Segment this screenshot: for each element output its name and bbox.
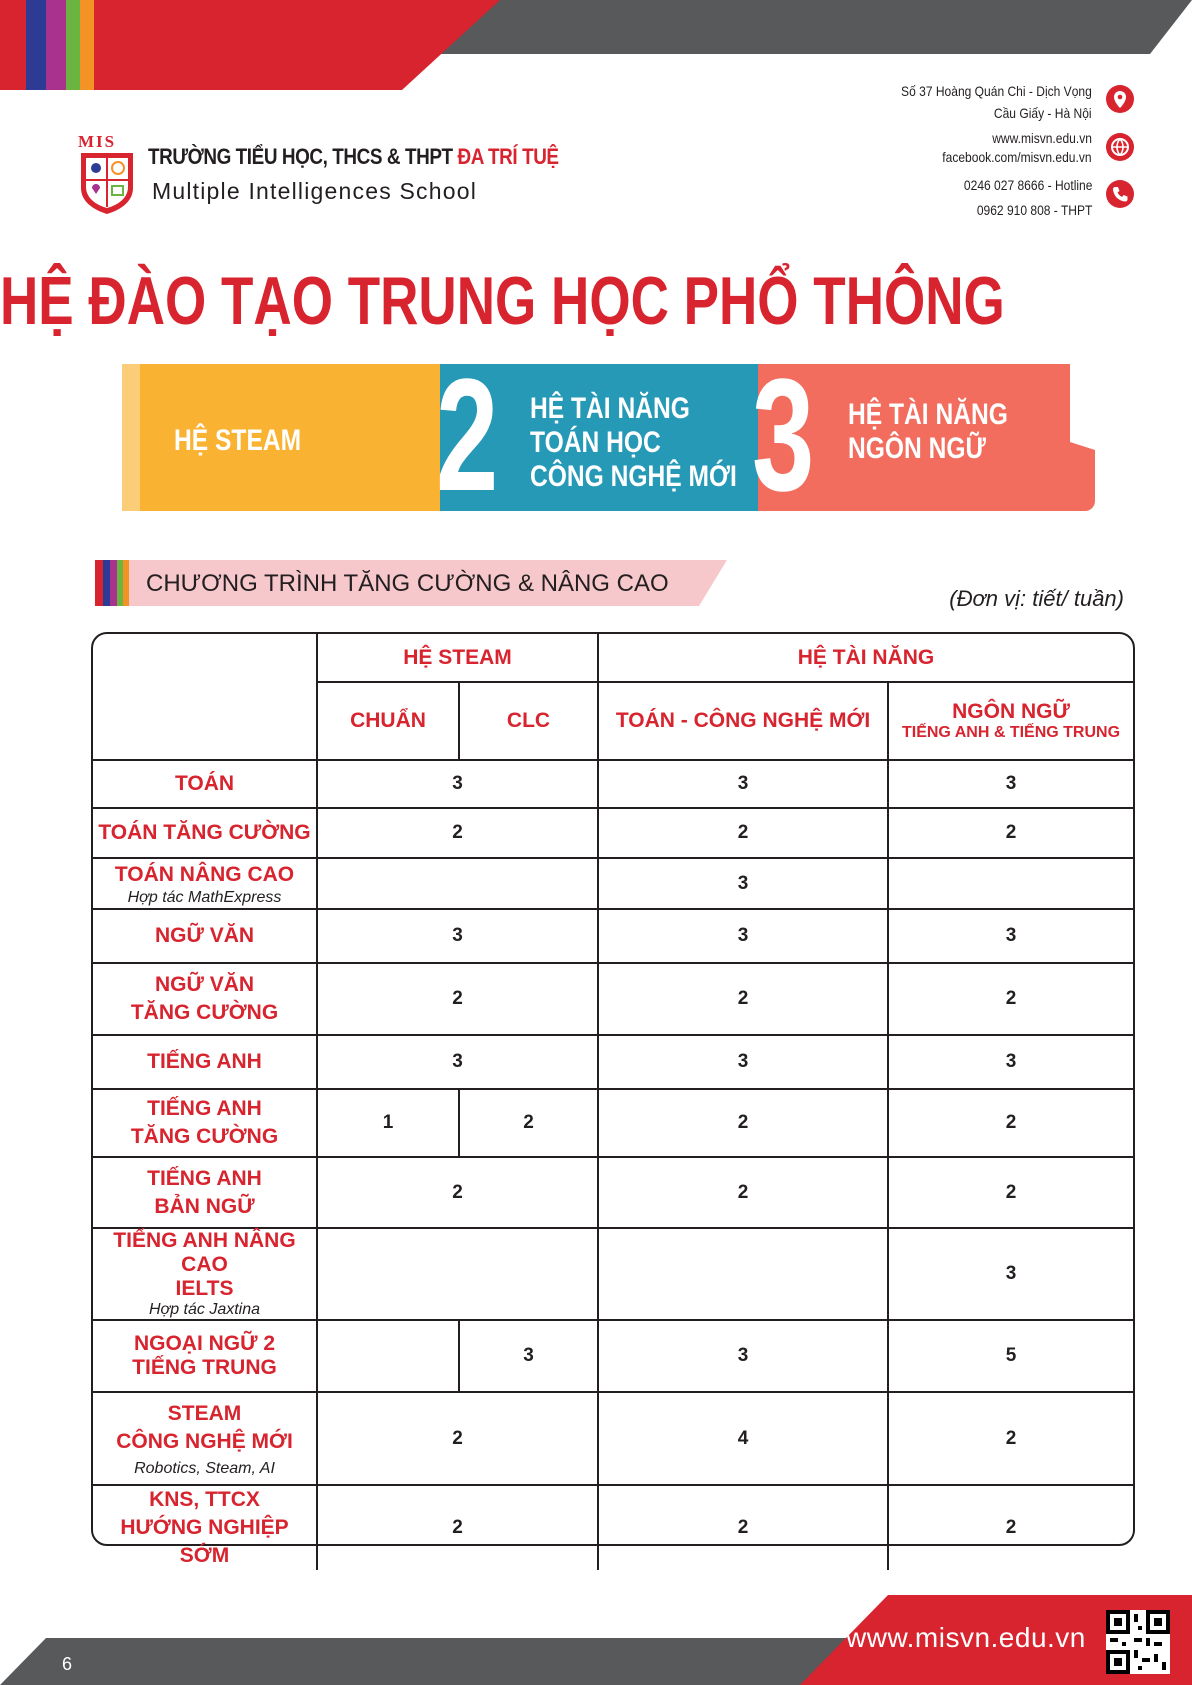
value-chuan: 1 <box>317 1089 459 1157</box>
header-he-steam: HỆ STEAM <box>317 634 598 682</box>
subject-cell: KNS, TTCX HƯỚNG NGHIỆP SỚM <box>93 1485 317 1570</box>
table-row <box>93 1320 1133 1392</box>
footer-url[interactable]: www.misvn.edu.vn <box>846 1622 1086 1653</box>
program-3-number: 3 <box>752 345 815 524</box>
location-pin-icon <box>1106 85 1134 113</box>
header-stripe-orange <box>80 0 94 90</box>
facebook-text[interactable]: facebook.com/misvn.edu.vn <box>942 149 1092 165</box>
value-ngon-ngu: 5 <box>888 1320 1133 1392</box>
value-toan: 2 <box>598 1485 888 1570</box>
value-chuan <box>317 1320 459 1392</box>
table-row <box>93 1228 1133 1320</box>
value-clc: 3 <box>459 1320 598 1392</box>
value-steam: 2 <box>317 1485 598 1570</box>
globe-icon <box>1106 133 1134 161</box>
table-row <box>93 1392 1133 1485</box>
table-row <box>93 1035 1133 1089</box>
section-stripe-orange <box>123 560 129 606</box>
table-row <box>93 808 1133 858</box>
value-steam: 3 <box>317 909 598 963</box>
table-corner-cell <box>93 634 317 760</box>
value-ngon-ngu: 2 <box>888 1485 1133 1570</box>
value-steam: 3 <box>317 760 598 808</box>
value-toan: 3 <box>598 858 888 909</box>
value-ngon-ngu: 2 <box>888 808 1133 858</box>
value-ngon-ngu: 3 <box>888 760 1133 808</box>
table-row <box>93 1089 1133 1157</box>
thpt-phone-text: 0962 910 808 - THPT <box>976 202 1092 218</box>
header-stripe-green <box>66 0 80 90</box>
header-chuan: CHUẨN <box>317 682 459 760</box>
program-2-label-line-1: HỆ TÀI NĂNG <box>530 392 690 425</box>
value-toan: 2 <box>598 963 888 1035</box>
school-name-en: Multiple Intelligences School <box>152 178 478 204</box>
header-gray-band <box>380 0 1192 54</box>
subject-cell: TIẾNG ANH <box>93 1035 317 1089</box>
logo-text: MIS <box>78 132 117 151</box>
value-ngon-ngu: 2 <box>888 1157 1133 1228</box>
subject-note: Hợp tác MathExpress <box>127 888 282 906</box>
table-row <box>93 760 1133 808</box>
subject-cell: TIẾNG ANH BẢN NGỮ <box>93 1157 317 1228</box>
subject-cell: TOÁN TĂNG CƯỜNG <box>93 808 317 858</box>
header-stripe-blue <box>26 0 46 90</box>
program-3-label-line-1: HỆ TÀI NĂNG <box>848 398 1008 431</box>
value-ngon-ngu: 2 <box>888 1392 1133 1485</box>
value-ngon-ngu: 2 <box>888 1089 1133 1157</box>
subject-cell: STEAM CÔNG NGHỆ MỚI Robotics, Steam, AI <box>93 1392 317 1485</box>
section-stripe-red <box>95 560 103 606</box>
header-he-tai-nang: HỆ TÀI NĂNG <box>598 634 1133 682</box>
qr-code-icon <box>1106 1610 1170 1674</box>
subject-note: Hợp tác Jaxtina <box>148 1301 261 1318</box>
program-2-number: 2 <box>436 345 499 524</box>
value-clc: 2 <box>459 1089 598 1157</box>
website-text[interactable]: www.misvn.edu.vn <box>992 130 1092 146</box>
value-ngon-ngu <box>888 858 1133 909</box>
subject-cell: TIẾNG ANH NÂNG CAO IELTS Hợp tác Jaxtina <box>93 1228 317 1320</box>
curriculum-table <box>91 632 1135 1567</box>
subject-cell: NGỮ VĂN <box>93 909 317 963</box>
address-line-1: Số 37 Hoàng Quán Chi - Dịch Vọng <box>901 83 1092 99</box>
subject-cell: NGOẠI NGỮ 2 TIẾNG TRUNG <box>93 1320 317 1392</box>
program-3-label-line-2: NGÔN NGỮ <box>848 432 986 465</box>
program-1-digit-mark <box>122 364 140 511</box>
program-1-label: HỆ STEAM <box>174 424 302 457</box>
page-title: HỆ ĐÀO TẠO TRUNG HỌC PHỔ THÔNG <box>0 263 1005 339</box>
value-ngon-ngu: 3 <box>888 1228 1133 1320</box>
value-steam: 2 <box>317 1392 598 1485</box>
value-toan: 2 <box>598 1157 888 1228</box>
table-row <box>93 963 1133 1035</box>
value-toan: 3 <box>598 909 888 963</box>
subject-cell: TIẾNG ANH TĂNG CƯỜNG <box>93 1089 317 1157</box>
unit-note: (Đơn vị: tiết/ tuần) <box>949 586 1124 611</box>
table-row <box>93 858 1133 909</box>
value-ngon-ngu: 2 <box>888 963 1133 1035</box>
hotline-text: 0246 027 8666 - Hotline <box>963 177 1092 193</box>
page-number: 6 <box>62 1654 73 1674</box>
value-steam: 2 <box>317 963 598 1035</box>
value-steam <box>317 858 598 909</box>
value-toan <box>598 1228 888 1320</box>
program-2-label-line-2: TOÁN HỌC <box>530 426 661 459</box>
section-title: CHƯƠNG TRÌNH TĂNG CƯỜNG & NÂNG CAO <box>146 570 669 597</box>
subject-cell: NGỮ VĂN TĂNG CƯỜNG <box>93 963 317 1035</box>
subject-cell: TOÁN <box>93 760 317 808</box>
value-ngon-ngu: 3 <box>888 909 1133 963</box>
value-toan: 3 <box>598 1320 888 1392</box>
value-toan: 3 <box>598 760 888 808</box>
subject-note: Robotics, Steam, AI <box>134 1459 275 1477</box>
school-shield-icon <box>78 150 136 216</box>
value-toan: 3 <box>598 1035 888 1089</box>
program-2-label-line-3: CÔNG NGHỆ MỚI <box>530 460 737 493</box>
header-ngon-ngu: NGÔN NGỮ TIẾNG ANH & TIẾNG TRUNG <box>888 682 1133 760</box>
section-stripe-purple <box>110 560 117 606</box>
value-steam <box>317 1228 598 1320</box>
table-row <box>93 909 1133 963</box>
value-steam: 2 <box>317 1157 598 1228</box>
value-ngon-ngu: 3 <box>888 1035 1133 1089</box>
value-steam: 2 <box>317 808 598 858</box>
header-clc: CLC <box>459 682 598 760</box>
table-row <box>93 1485 1133 1570</box>
value-toan: 4 <box>598 1392 888 1485</box>
value-toan: 2 <box>598 808 888 858</box>
school-name: TRƯỜNG TIỂU HỌC, THCS & THPT ĐA TRÍ TUỆ <box>148 144 559 169</box>
table-row <box>93 1157 1133 1228</box>
subject-cell: TOÁN NÂNG CAO Hợp tác MathExpress <box>93 858 317 909</box>
address-line-2: Cầu Giấy - Hà Nội <box>994 105 1092 121</box>
header-toan-cong-nghe-moi: TOÁN - CÔNG NGHỆ MỚI <box>598 682 888 760</box>
value-steam: 3 <box>317 1035 598 1089</box>
header-ngon-ngu-sub: TIẾNG ANH & TIẾNG TRUNG <box>901 724 1121 741</box>
phone-icon <box>1106 180 1134 208</box>
value-toan: 2 <box>598 1089 888 1157</box>
header-stripe-purple <box>46 0 66 90</box>
section-stripe-blue <box>103 560 110 606</box>
